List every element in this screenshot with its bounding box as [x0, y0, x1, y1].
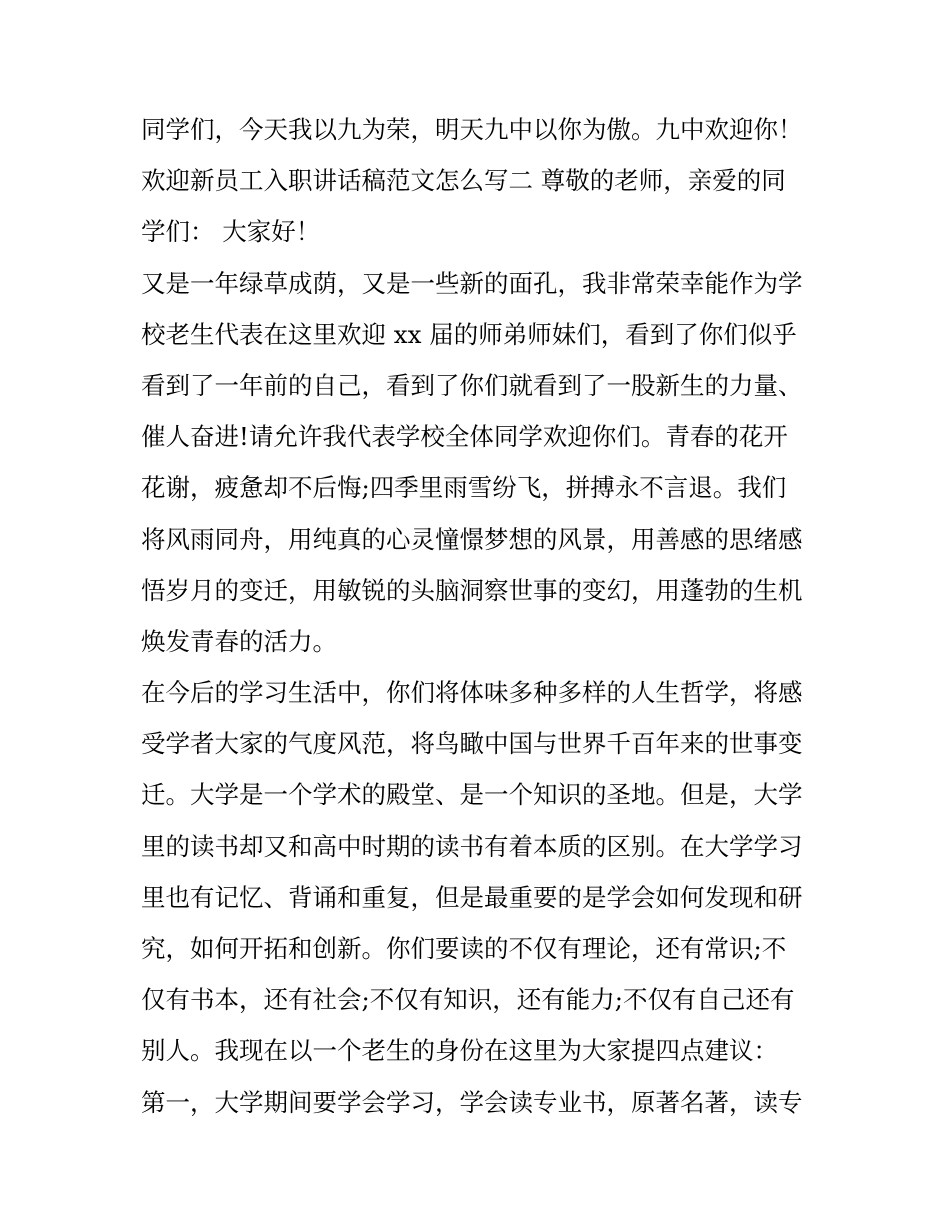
text-line: 仅有书本，还有社会;不仅有知识，还有能力;不仅有自己还有	[141, 985, 795, 1015]
text-line: 花谢，疲惫却不后悔;四季里雨雪纷飞，拼搏永不言退。我们	[141, 473, 787, 503]
text-line: 同学们，今天我以九为荣，明天九中以你为傲。九中欢迎你！	[141, 115, 803, 144]
text-line: 又是一年绿草成荫，又是一些新的面孔，我非常荣幸能作为学	[141, 268, 803, 298]
text-line: 焕发青春的活力。	[141, 626, 337, 656]
text-line: 悟岁月的变迁，用敏锐的头脑洞察世事的变幻，用蓬勃的生机	[141, 575, 803, 605]
text-line: 第一，大学期间要学会学习，学会读专业书，原著名著，读专	[141, 1087, 803, 1117]
text-line: 催人奋进!请允许我代表学校全体同学欢迎你们。青春的花开	[141, 422, 788, 452]
text-line: 看到了一年前的自己，看到了你们就看到了一股新生的力量、	[141, 370, 803, 400]
text-line: 在今后的学习生活中，你们将体味多种多样的人生哲学，将感	[141, 678, 803, 708]
text-line: 受学者大家的气度风范，将鸟瞰中国与世界千百年来的世事变	[141, 729, 803, 759]
text-line: 究，如何开拓和创新。你们要读的不仅有理论，还有常识;不	[141, 934, 787, 963]
text-line: 将风雨同舟，用纯真的心灵憧憬梦想的风景，用善感的思绪感	[141, 524, 803, 554]
document-body	[141, 104, 821, 1128]
text-line: 欢迎新员工入职讲话稿范文怎么写二 尊敬的老师，亲爱的同	[141, 166, 786, 196]
text-line: 里也有记忆、背诵和重复，但是最重要的是学会如何发现和研	[141, 882, 803, 912]
text-line: 里的读书却又和高中时期的读书有着本质的区别。在大学学习	[141, 831, 803, 861]
text-line: 迁。大学是一个学术的殿堂、是一个知识的圣地。但是，大学	[141, 780, 803, 810]
text-line: 别人。我现在以一个老生的身份在这里为大家提四点建议：	[141, 1036, 778, 1066]
text-line: 校老生代表在这里欢迎 xx 届的师弟师妹们，看到了你们似乎	[141, 319, 797, 349]
text-line: 学们： 大家好！	[141, 217, 321, 247]
